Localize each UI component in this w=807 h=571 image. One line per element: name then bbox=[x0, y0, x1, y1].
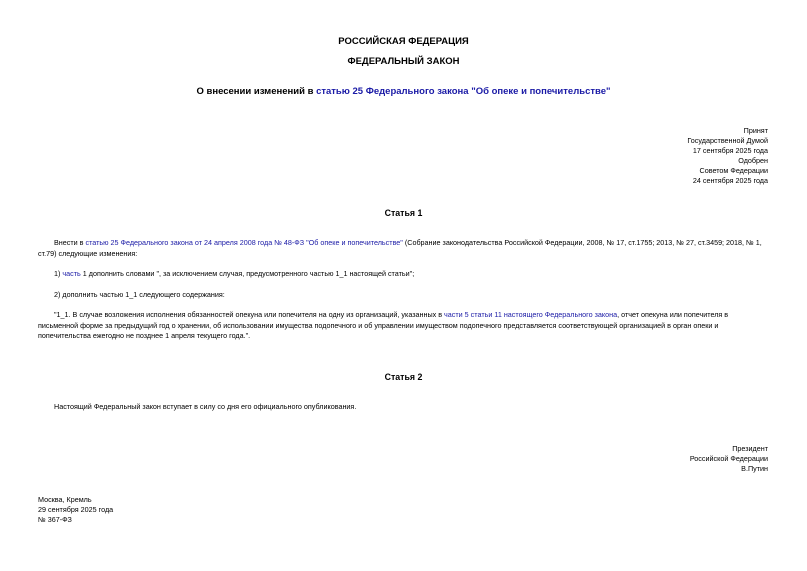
article-1-item-1 bbox=[38, 269, 768, 280]
place-line: Москва, Кремль bbox=[38, 495, 92, 504]
adoption-line: Государственной Думой bbox=[687, 136, 768, 145]
adoption-line: Одобрен bbox=[738, 156, 768, 165]
signature-line: Российской Федерации bbox=[689, 454, 768, 463]
item1-prefix: 1) bbox=[54, 269, 63, 278]
signature-line: В.Путин bbox=[741, 464, 768, 473]
intro-link[interactable]: статью 25 Федерального закона от 24 апреля 2008 года № 48-ФЗ "Об опеке и попечительстве" bbox=[85, 238, 403, 247]
item1-suffix: 1 дополнить словами ", за исключением случая, предусмотренного частью 1_1 настоящей статьи"; bbox=[80, 269, 415, 278]
law-type: ФЕДЕРАЛЬНЫЙ ЗАКОН bbox=[347, 56, 460, 67]
quote-suffix: , отчет опекуна или попечителя в письменной форме за предыдущий год о хранении, об использовании имущества подопечного и об управлении имуществом подопечного представляется соответствующей организацией в орган опеки и попечительства ежегодно не позднее 1 апреля текущего года.". bbox=[38, 310, 729, 341]
law-title-link[interactable]: статью 25 Федерального закона "Об опеке и попечительстве" bbox=[316, 86, 611, 97]
article-2-heading: Статья 2 bbox=[384, 372, 423, 382]
adoption-line: Принят bbox=[743, 126, 768, 135]
quote-prefix: "1_1. В случае возложения исполнения обязанностей опекуна или попечителя на одну из организаций, указанных в bbox=[54, 310, 445, 319]
law-title bbox=[0, 86, 807, 97]
intro-suffix: (Собрание законодательства Российской Федерации, 2008, № 17, ст.1755; 2013, № 27, ст.3459; 2018, № 1, ст.79) следующие изменения: bbox=[38, 238, 762, 258]
place-block bbox=[38, 495, 238, 525]
article-1-intro bbox=[38, 238, 768, 259]
adoption-block bbox=[568, 126, 768, 186]
signature-line: Президент bbox=[732, 444, 768, 453]
article-2-text: Настоящий Федеральный закон вступает в силу со дня его официального опубликования. bbox=[54, 402, 357, 411]
article-1-item-2: 2) дополнить частью 1_1 следующего содержания: bbox=[54, 290, 225, 299]
quote-link[interactable]: части 5 статьи 11 настоящего Федерального закона bbox=[444, 310, 618, 319]
adoption-line: Советом Федерации bbox=[699, 166, 768, 175]
law-title-prefix: О внесении изменений в bbox=[196, 86, 317, 97]
signature-block bbox=[568, 444, 768, 474]
adoption-line: 17 сентября 2025 года bbox=[692, 146, 768, 155]
date-line: 29 сентября 2025 года bbox=[38, 505, 114, 514]
intro-prefix: Внести в bbox=[54, 238, 86, 247]
article-1-heading: Статья 1 bbox=[384, 208, 423, 218]
article-1-quote bbox=[38, 310, 768, 342]
adoption-line: 24 сентября 2025 года bbox=[692, 176, 768, 185]
law-number: № 367-ФЗ bbox=[38, 515, 72, 524]
country-title: РОССИЙСКАЯ ФЕДЕРАЦИЯ bbox=[338, 36, 469, 47]
item1-link[interactable]: часть bbox=[62, 269, 81, 278]
